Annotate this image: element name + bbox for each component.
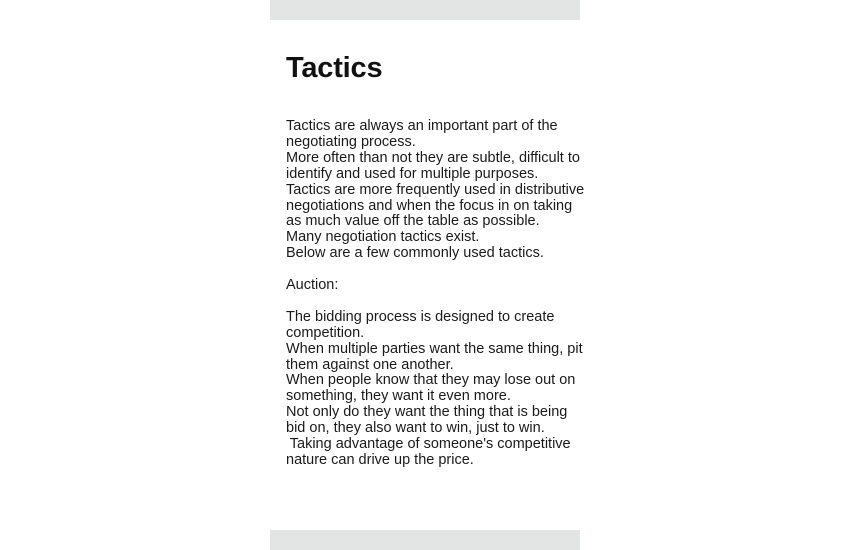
section-heading-auction: Auction:: [286, 277, 339, 294]
body-line: Many negotiation tactics exist.: [286, 229, 480, 246]
body-line: negotiations and when the focus in on taking: [286, 197, 573, 214]
blank-line: [286, 294, 576, 310]
body-line: The bidding process is designed to create: [286, 308, 555, 325]
body-line: competition.: [286, 324, 365, 341]
body-line: Not only do they want the thing that is being: [286, 404, 568, 421]
article-body: [286, 118, 585, 469]
body-line: Tactics are more frequently used in distributive: [286, 181, 585, 198]
body-line: Below are a few commonly used tactics.: [286, 245, 544, 262]
body-line: identify and used for multiple purposes.: [286, 165, 539, 182]
body-line: When people know that they may lose out on: [286, 372, 576, 389]
body-line: More often than not they are subtle, difficult to: [286, 149, 580, 166]
top-bar: [270, 0, 580, 20]
reader-screen: [270, 0, 585, 550]
body-line: Taking advantage of someone's competitive: [286, 436, 571, 453]
page-title: Tactics: [286, 52, 383, 84]
body-line: them against one another.: [286, 356, 454, 373]
body-line: When multiple parties want the same thing, pit: [286, 340, 583, 357]
body-line: as much value off the table as possible.: [286, 213, 540, 230]
body-line: nature can drive up the price.: [286, 452, 474, 468]
body-line: bid on, they also want to win, just to win.: [286, 420, 545, 437]
blank-line: [286, 262, 576, 278]
body-line: negotiating process.: [286, 133, 416, 150]
article-content: [286, 50, 585, 469]
bottom-bar: [270, 530, 580, 550]
body-line: something, they want it even more.: [286, 388, 511, 405]
body-line: Tactics are always an important part of the: [286, 118, 558, 134]
